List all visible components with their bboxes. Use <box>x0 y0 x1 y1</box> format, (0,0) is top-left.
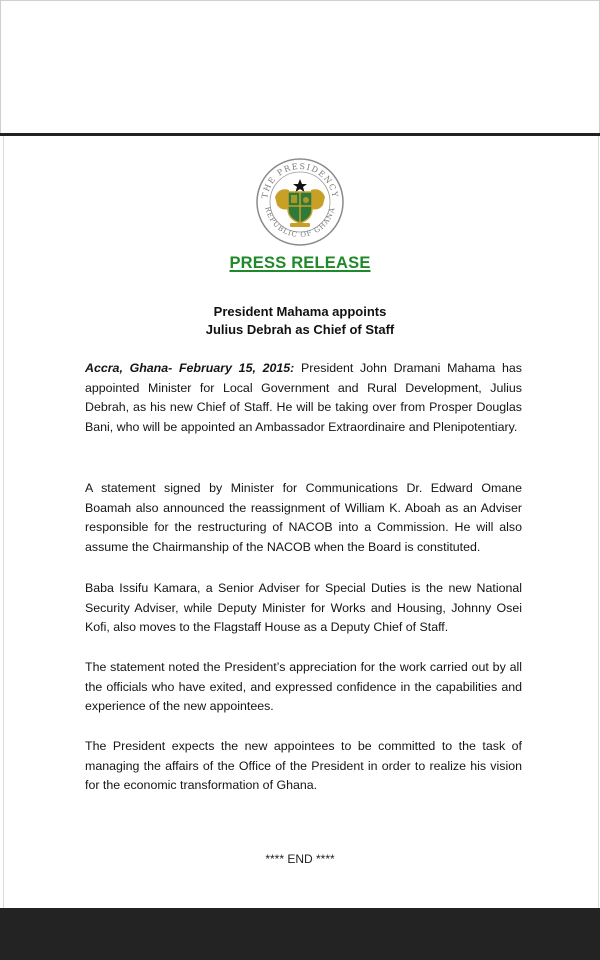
seal-ring-bottom-text: REPUBLIC OF GHANA <box>263 205 337 240</box>
presidency-seal <box>255 157 345 247</box>
coat-of-arms-icon <box>255 157 345 247</box>
seal-ring-top-text: THE PRESIDENCY <box>260 161 340 200</box>
headline <box>0 303 600 339</box>
headline-line-1: President Mahama appoints <box>213 304 387 319</box>
bottom-dark-bar <box>0 908 600 960</box>
headline-line-2: Julius Debrah as Chief of Staff <box>205 322 395 337</box>
paragraph-4: The statement noted the President’s appreciation for the work carried out by all the officials who have exited, and expressed confidence in the capabilities and experience of the new appointees. <box>85 660 522 714</box>
paragraph-5: The President expects the new appointees to be committed to the task of managing the affairs of the Office of the President in order to realize his vision for the economic transformation of Ghana. <box>85 739 522 793</box>
paragraph-1 <box>85 359 522 437</box>
press-release-title: PRESS RELEASE <box>229 254 371 272</box>
end-marker: **** END **** <box>265 852 335 866</box>
paragraph-2: A statement signed by Minister for Communications Dr. Edward Omane Boamah also announced the reassignment of William K. Aboah as an Adviser responsible for the restructuring of NACOB into a Commission. He will also assume the Chairmanship of the NACOB when the Board is constituted. <box>85 481 522 554</box>
dateline: Accra, Ghana- February 15, 2015: <box>85 361 295 375</box>
paragraph-3: Baba Issifu Kamara, a Senior Adviser for Special Duties is the new National Security Adviser, while Deputy Minister for Works and Housing, Johnny Osei Kofi, also moves to the Flagstaff House as a Deputy Chief of Staff. <box>85 581 522 635</box>
top-blank-area <box>0 0 600 135</box>
paragraph-1-body: President John Dramani Mahama has appointed Minister for Local Government and Rural Development, Julius Debrah, as his new Chief of Staff. He will be taking over from Prosper Douglas Bani, who will be appointed an Ambassador Extraordinaire and Plenipotentiary. <box>85 361 522 434</box>
